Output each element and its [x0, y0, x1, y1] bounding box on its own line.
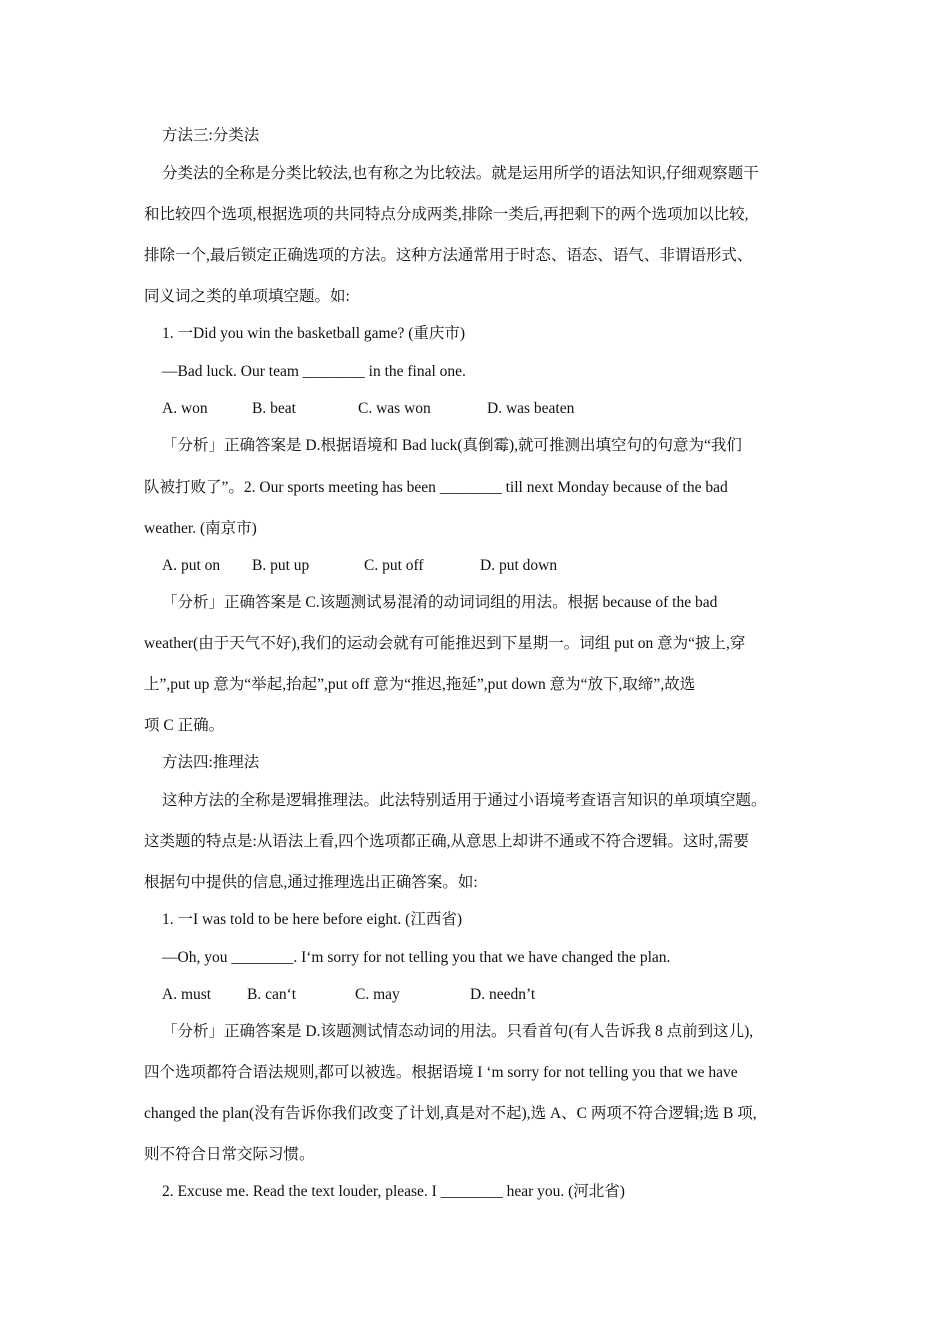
analysis-line: changed the plan(没有告诉你我们改变了计划,真是对不起),选 A、C 两项不符合逻辑;选 B 项, [144, 1105, 757, 1122]
method4-para-line: 这种方法的全称是逻辑推理法。此法特别适用于通过小语境考查语言知识的单项填空题。 [162, 792, 767, 809]
option-d: D. put down [480, 557, 558, 574]
method3-para-line: 同义词之类的单项填空题。如: [144, 288, 350, 305]
option-d: D. needn’t [470, 986, 536, 1003]
analysis-line: 上”,put up 意为“举起,抬起”,put off 意为“推迟,拖延”,put down 意为“放下,取缔”,故选 [144, 676, 696, 693]
analysis-line: weather. (南京市) [144, 520, 257, 537]
method3-para-line: 和比较四个选项,根据选项的共同特点分成两类,排除一类后,再把剩下的两个选项加以比较, [144, 206, 749, 223]
question-line: 1. 一I was told to be here before eight. (江西省) [162, 911, 463, 928]
question-line: 2. Excuse me. Read the text louder, please. I ________ hear you. (河北省) [162, 1183, 625, 1200]
option-d: D. was beaten [487, 400, 575, 417]
option-c: C. put off [364, 557, 424, 574]
method3-para-line: 排除一个,最后锁定正确选项的方法。这种方法通常用于时态、语态、语气、非谓语形式、 [144, 247, 753, 264]
analysis-line: 则不符合日常交际习惯。 [144, 1146, 315, 1163]
option-a: A. put on [162, 557, 221, 574]
analysis-line: 「分析」正确答案是 D.该题测试情态动词的用法。只看首句(有人告诉我 8 点前到这儿), [162, 1023, 754, 1040]
method3-heading: 方法三:分类法 [162, 127, 260, 144]
question-line: —Oh, you ________. I‘m sorry for not telling you that we have changed the plan. [162, 949, 671, 966]
option-b: B. beat [252, 400, 296, 417]
method4-para-line: 根据句中提供的信息,通过推理选出正确答案。如: [144, 874, 478, 891]
analysis-line: weather(由于天气不好),我们的运动会就有可能推迟到下星期一。词组 put on 意为“披上,穿 [144, 635, 746, 652]
option-c: C. may [355, 986, 400, 1003]
option-a: A. won [162, 400, 208, 417]
analysis-line: 项 C 正确。 [144, 717, 225, 734]
method4-heading: 方法四:推理法 [162, 754, 260, 771]
analysis-line: 队被打败了”。2. Our sports meeting has been ________ till next Monday because of the bad [144, 479, 728, 496]
analysis-line: 「分析」正确答案是 D.根据语境和 Bad luck(真倒霉),就可推测出填空句的句意为“我们 [162, 437, 742, 454]
option-a: A. must [162, 986, 212, 1003]
option-b: B. put up [252, 557, 310, 574]
question-line: —Bad luck. Our team ________ in the final one. [162, 363, 466, 380]
method4-para-line: 这类题的特点是:从语法上看,四个选项都正确,从意思上却讲不通或不符合逻辑。这时,需要 [144, 833, 749, 850]
method3-para-line: 分类法的全称是分类比较法,也有称之为比较法。就是运用所学的语法知识,仔细观察题干 [162, 165, 759, 182]
option-c: C. was won [358, 400, 431, 417]
analysis-line: 四个选项都符合语法规则,都可以被选。根据语境 I ‘m sorry for not telling you that we have [144, 1064, 738, 1081]
option-b: B. can‘t [247, 986, 297, 1003]
question-line: 1. 一Did you win the basketball game? (重庆市) [162, 325, 466, 342]
analysis-line: 「分析」正确答案是 C.该题测试易混淆的动词词组的用法。根据 because of the bad [162, 594, 718, 611]
